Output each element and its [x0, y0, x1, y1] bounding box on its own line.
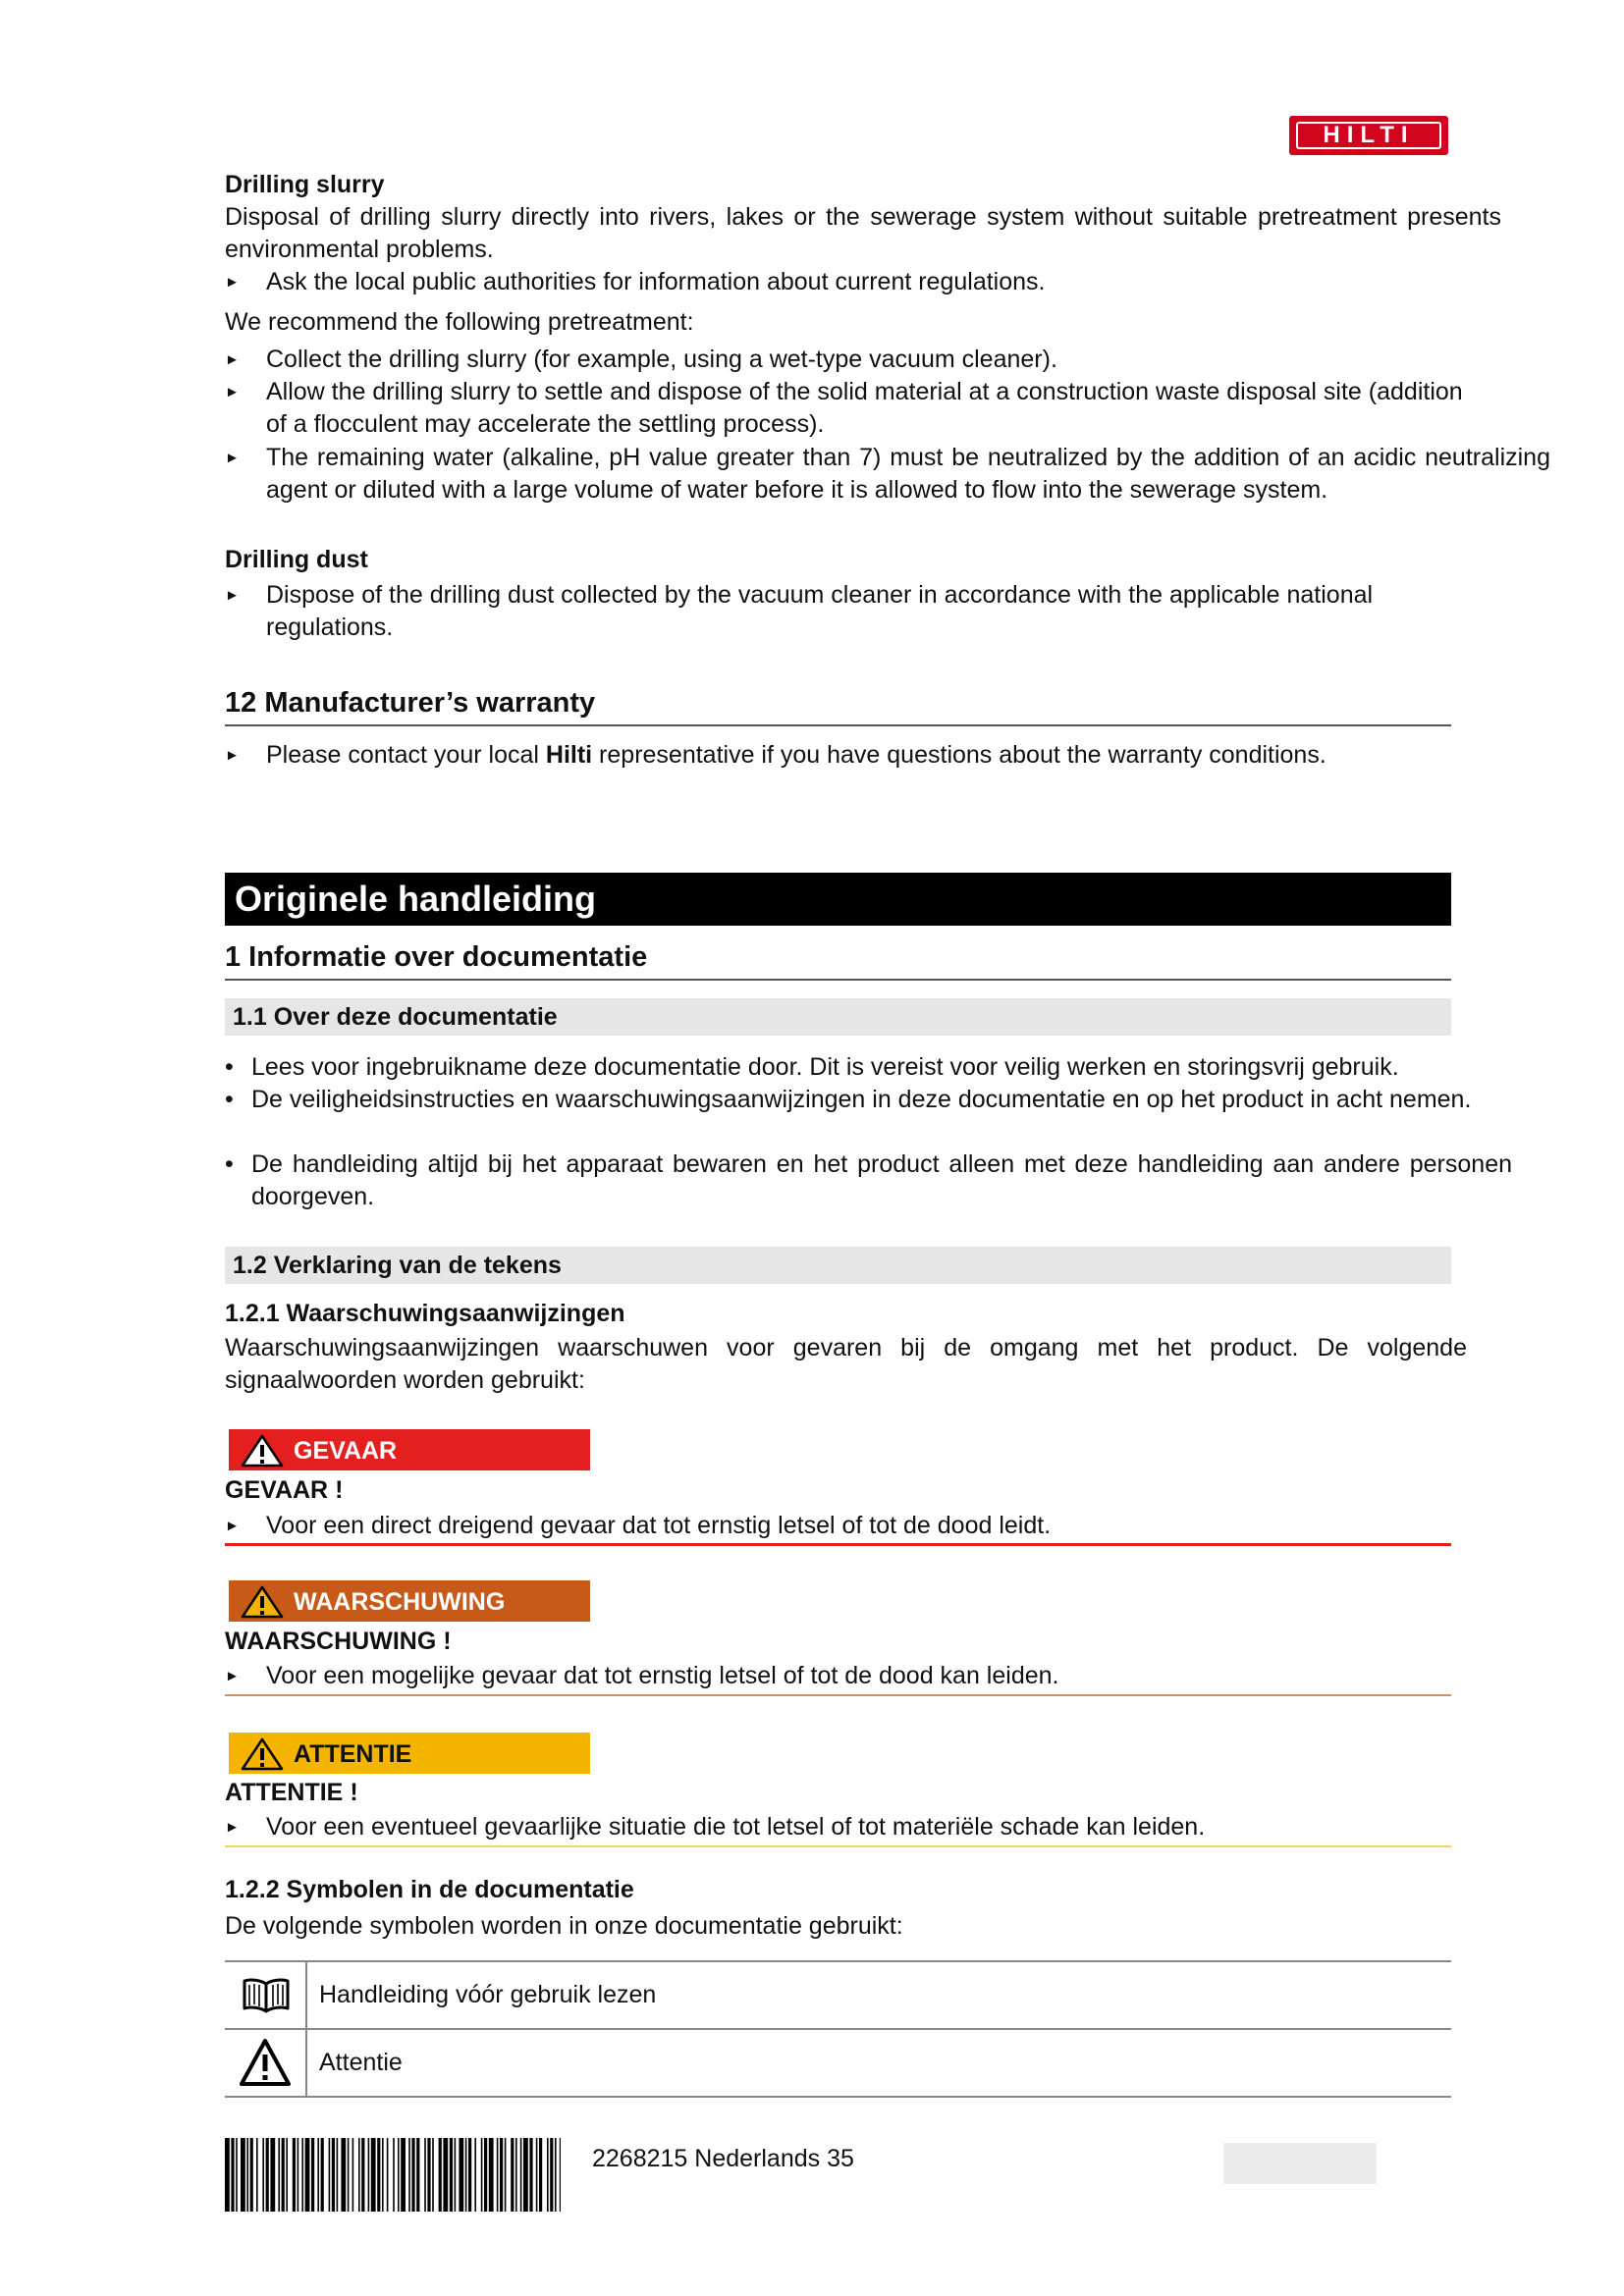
slurry-bullet-regulations: Ask the local public authorities for information about current regulations. — [266, 268, 1046, 295]
barcode-bar — [497, 2138, 499, 2212]
symbol-row-1-text: Handleiding vóór gebruik lezen — [319, 1981, 657, 2008]
barcode-bar — [298, 2138, 299, 2212]
barcode-bar — [262, 2138, 264, 2212]
footer-doc-number: 2268215 — [592, 2145, 688, 2172]
bullet-triangle-icon: ► — [225, 384, 240, 400]
barcode-bar — [293, 2138, 296, 2212]
slurry-recommend: We recommend the following pretreatment: — [225, 308, 694, 336]
section-banner-title: Originele handleiding — [235, 879, 597, 919]
section-1-2-2-intro: De volgende symbolen worden in onze documentatie gebruikt: — [225, 1912, 903, 1940]
barcode-bar — [536, 2138, 538, 2212]
barcode-bar — [500, 2138, 503, 2212]
barcode-bar — [368, 2138, 370, 2212]
barcode-bar — [398, 2138, 400, 2212]
symbols-table-top-rule — [225, 1960, 1451, 1962]
barcode-bar — [317, 2138, 319, 2212]
dust-bullet: Dispose of the drilling dust collected by the vacuum cleaner in accordance with the applicable national regulations. — [266, 581, 1374, 641]
barcode-bar — [270, 2138, 275, 2212]
bullet-triangle-icon: ► — [225, 587, 240, 604]
barcode-graphic — [225, 2138, 561, 2212]
signal-rule-gevaar — [225, 1543, 1451, 1546]
footer-gray-box — [1223, 2143, 1377, 2184]
barcode-bar — [278, 2138, 280, 2212]
barcode-bar — [489, 2138, 494, 2212]
barcode-bar — [547, 2138, 549, 2212]
barcode-bar — [225, 2138, 230, 2212]
barcode-bar — [481, 2138, 483, 2212]
book-icon — [241, 1976, 292, 2018]
barcode-bar — [474, 2138, 476, 2212]
section-1-2-1-heading: 1.2.1 Waarschuwingsaanwijzingen — [225, 1300, 625, 1327]
signal-label-text: WAARSCHUWING — [294, 1588, 506, 1616]
barcode-bar — [550, 2138, 553, 2212]
barcode-bar — [560, 2138, 561, 2212]
bullet-triangle-icon: ► — [225, 351, 240, 368]
drilling-dust-heading: Drilling dust — [225, 546, 368, 573]
barcode-bar — [329, 2138, 331, 2212]
barcode-bar — [416, 2138, 419, 2212]
signal-label-text: GEVAAR — [294, 1437, 398, 1465]
signal-text-waarschuwing: Voor een mogelijke gevaar dat tot ernstig letsel of tot de dood kan leiden. — [266, 1662, 1059, 1689]
section-1-heading: 1 Informatie over documentatie — [225, 941, 648, 973]
s11-bullet-2: De veiligheidsinstructies en waarschuwingsaanwijzingen in deze documentatie en op het product in acht nemen. — [251, 1086, 1472, 1113]
barcode-bar — [408, 2138, 410, 2212]
signal-rule-waarschuwing — [225, 1694, 1451, 1696]
warning-triangle-icon — [241, 1434, 284, 1468]
hilti-logo-text: HILTI — [1323, 122, 1415, 148]
barcode-bar — [311, 2138, 314, 2212]
signal-word-attentie — [225, 1777, 358, 1809]
barcode-bar — [371, 2138, 376, 2212]
drilling-slurry-intro: Disposal of drilling slurry directly into rivers, lakes or the sewerage system without suitable pretreatment presents environmental problems. — [225, 203, 1501, 263]
barcode-bar — [511, 2138, 514, 2212]
barcode-bar — [439, 2138, 442, 2212]
barcode-bar — [286, 2138, 288, 2212]
barcode-bar — [301, 2138, 303, 2212]
barcode-bar — [465, 2138, 467, 2212]
signal-exclamation: ! — [350, 1779, 358, 1806]
barcode-bar — [236, 2138, 238, 2212]
barcode-bar — [459, 2138, 463, 2212]
warranty-text-post: representative if you have questions about the warranty conditions. — [592, 741, 1326, 769]
signal-exclamation: ! — [443, 1628, 452, 1655]
warranty-text-brand: Hilti — [545, 741, 593, 769]
signal-rule-attentie — [225, 1845, 1451, 1847]
barcode-bar — [450, 2138, 453, 2212]
barcode-bar — [337, 2138, 339, 2212]
barcode-bar — [377, 2138, 380, 2212]
bullet-dot-icon: • — [225, 1086, 234, 1113]
barcode-bar — [455, 2138, 457, 2212]
barcode-bar — [241, 2138, 245, 2212]
bullet-triangle-icon: ► — [225, 1518, 240, 1534]
barcode-bar — [424, 2138, 426, 2212]
footer-page-number: 35 — [827, 2145, 854, 2172]
barcode-bar — [305, 2138, 310, 2212]
barcode-bar — [348, 2138, 350, 2212]
warranty-rule — [225, 724, 1451, 726]
warranty-text-pre: Please contact your local — [266, 741, 546, 769]
signal-text-gevaar: Voor een direct dreigend gevaar dat tot ernstig letsel of tot de dood leidt. — [266, 1512, 1052, 1539]
barcode-bar — [231, 2138, 234, 2212]
section-1-rule — [225, 979, 1451, 981]
warning-triangle-icon — [239, 2038, 292, 2092]
barcode-bar — [250, 2138, 253, 2212]
signal-word: WAARSCHUWING — [225, 1628, 437, 1655]
section-banner — [225, 873, 1451, 926]
bullet-dot-icon: • — [225, 1053, 234, 1081]
footer-language: Nederlands — [694, 2145, 821, 2172]
barcode-bar — [539, 2138, 542, 2212]
signal-word-gevaar — [225, 1474, 343, 1507]
warning-triangle-icon — [241, 1737, 284, 1771]
section-1-2-1-text: Waarschuwingsaanwijzingen waarschuwen voor gevaren bij de omgang met het product. De volgende signaalwoorden worden gebruikt: — [225, 1334, 1467, 1394]
barcode-bar — [361, 2138, 364, 2212]
hilti-logo — [1289, 116, 1448, 155]
barcode-bar — [555, 2138, 557, 2212]
signal-label-waarschuwing — [229, 1580, 590, 1622]
drilling-slurry-heading: Drilling slurry — [225, 171, 385, 198]
symbols-table-divider — [305, 1960, 307, 2098]
barcode-bar — [401, 2138, 406, 2212]
signal-word: GEVAAR — [225, 1476, 329, 1504]
signal-label-attentie — [229, 1733, 590, 1774]
signal-text-attentie: Voor een eventueel gevaarlijke situatie die tot letsel of tot materiële schade kan leiden. — [266, 1813, 1206, 1841]
symbol-row-2-text: Attentie — [319, 2049, 403, 2076]
barcode-bar — [266, 2138, 269, 2212]
warning-triangle-icon — [241, 1585, 284, 1619]
slurry-step-2: Allow the drilling slurry to settle and dispose of the solid material at a construction waste disposal site (addition of a flocculent may accelerate the settling process). — [266, 378, 1463, 438]
barcode-bar — [282, 2138, 285, 2212]
slurry-step-3: The remaining water (alkaline, pH value greater than 7) must be neutralized by the addition of an acidic neutralizing agent or diluted with a large volume of water before it is allowed to flow into the sewerage system. — [266, 444, 1550, 504]
bullet-triangle-icon: ► — [225, 747, 240, 764]
section-1-2-2-heading: 1.2.2 Symbolen in de documentatie — [225, 1876, 634, 1903]
barcode-bar — [393, 2138, 395, 2212]
barcode-bar — [443, 2138, 448, 2212]
s11-bullet-3: De handleiding altijd bij het apparaat bewaren en het product alleen met deze handleiding aan andere personen doorgeven. — [251, 1150, 1512, 1210]
signal-label-gevaar — [229, 1429, 590, 1470]
barcode-bar — [382, 2138, 384, 2212]
barcode-bar — [358, 2138, 360, 2212]
symbols-table-bottom-rule — [225, 2096, 1451, 2098]
barcode-bar — [523, 2138, 528, 2212]
barcode-bar — [432, 2138, 434, 2212]
signal-label-text: ATTENTIE — [294, 1740, 412, 1768]
barcode-bar — [515, 2138, 517, 2212]
barcode-bar — [387, 2138, 389, 2212]
barcode-bar — [332, 2138, 335, 2212]
footer-text — [592, 2143, 854, 2175]
barcode — [225, 2138, 561, 2212]
barcode-bar — [246, 2138, 248, 2212]
bullet-triangle-icon: ► — [225, 450, 240, 466]
section-1-1-heading: 1.1 Over deze documentatie — [225, 998, 1451, 1036]
symbols-table-mid-rule — [225, 2028, 1451, 2030]
barcode-bar — [341, 2138, 346, 2212]
barcode-bar — [520, 2138, 522, 2212]
bullet-dot-icon: • — [225, 1150, 234, 1178]
barcode-bar — [352, 2138, 354, 2212]
barcode-bar — [321, 2138, 324, 2212]
barcode-bar — [411, 2138, 414, 2212]
bullet-triangle-icon: ► — [225, 1819, 240, 1836]
barcode-bar — [529, 2138, 532, 2212]
barcode-bar — [505, 2138, 507, 2212]
warranty-text — [266, 739, 1552, 772]
signal-word: ATTENTIE — [225, 1779, 344, 1806]
barcode-bar — [256, 2138, 258, 2212]
barcode-bar — [427, 2138, 430, 2212]
section-1-2-heading: 1.2 Verklaring van de tekens — [225, 1247, 1451, 1284]
s11-bullet-1: Lees voor ingebruikname deze documentatie door. Dit is vereist voor veilig werken en storingsvrij gebruik. — [251, 1053, 1399, 1081]
barcode-bar — [484, 2138, 487, 2212]
warranty-heading: 12 Manufacturer’s warranty — [225, 687, 596, 719]
bullet-triangle-icon: ► — [225, 1668, 240, 1684]
slurry-step-1: Collect the drilling slurry (for example, using a wet-type vacuum cleaner). — [266, 346, 1057, 373]
signal-exclamation: ! — [335, 1476, 344, 1504]
barcode-bar — [468, 2138, 471, 2212]
bullet-triangle-icon: ► — [225, 274, 240, 291]
signal-word-waarschuwing — [225, 1626, 452, 1658]
